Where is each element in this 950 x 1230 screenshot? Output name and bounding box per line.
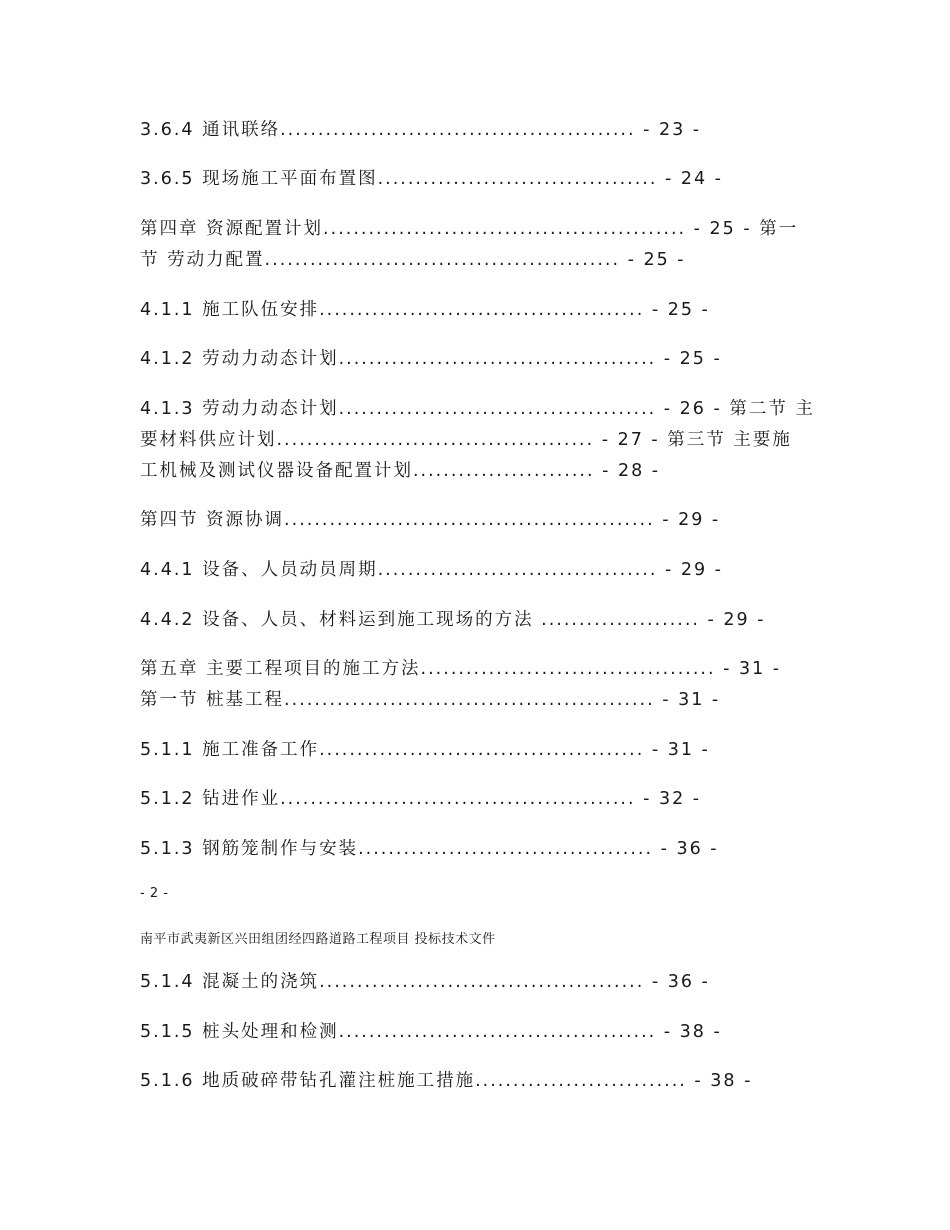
toc-entry-5-1-1: 5.1.1 施工准备工作........................................... - 31 -	[140, 740, 710, 760]
toc-entry-section-labor: 节 劳动力配置............................................... - 25 -	[140, 250, 686, 270]
toc-entry-equipment-plan: 工机械及测试仪器设备配置计划........................ - 28 -	[140, 461, 661, 481]
toc-entry-3-6-5: 3.6.5 现场施工平面布置图..................................... - 24 -	[140, 169, 723, 189]
page-number: - 2 -	[140, 886, 169, 901]
toc-entry-5-1-5: 5.1.5 桩头处理和检测.......................................... - 38 -	[140, 1022, 722, 1042]
toc-entry-5-1-2: 5.1.2 钻进作业............................................... - 32 -	[140, 789, 702, 809]
toc-entry-4-4-1: 4.4.1 设备、人员动员周期..................................... - 29 -	[140, 560, 723, 580]
running-header: 南平市武夷新区兴田组团经四路道路工程项目 投标技术文件	[140, 932, 496, 947]
toc-entry-5-1-3: 5.1.3 钢筋笼制作与安装....................................... - 36 -	[140, 839, 719, 859]
toc-entry-section-piles: 第一节 桩基工程................................................. - 31 -	[140, 690, 721, 710]
toc-entry-3-6-4: 3.6.4 通讯联络............................................... - 23 -	[140, 120, 702, 140]
toc-entry-4-1-3: 4.1.3 劳动力动态计划.......................................... - 26 - 第二节 主	[140, 399, 815, 419]
toc-entry-section-4: 第四节 资源协调................................................. - 29 -	[140, 510, 721, 530]
toc-entry-materials-plan: 要材料供应计划.......................................... - 27 - 第三节 主要施	[140, 430, 792, 450]
toc-entry-5-1-4: 5.1.4 混凝土的浇筑........................................... - 36 -	[140, 972, 710, 992]
toc-entry-4-1-1: 4.1.1 施工队伍安排........................................... - 25 -	[140, 300, 710, 320]
toc-entry-4-1-2: 4.1.2 劳动力动态计划.......................................... - 25 -	[140, 349, 722, 369]
toc-entry-4-4-2: 4.4.2 设备、人员、材料运到施工现场的方法 ..................... - 29 -	[140, 610, 766, 630]
toc-entry-chapter-5: 第五章 主要工程项目的施工方法....................................... - 31 -	[140, 659, 782, 679]
toc-entry-5-1-6: 5.1.6 地质破碎带钻孔灌注桩施工措施............................ - 38 -	[140, 1071, 753, 1091]
toc-entry-chapter-4: 第四章 资源配置计划................................................ - 25 - 第一	[140, 219, 799, 239]
